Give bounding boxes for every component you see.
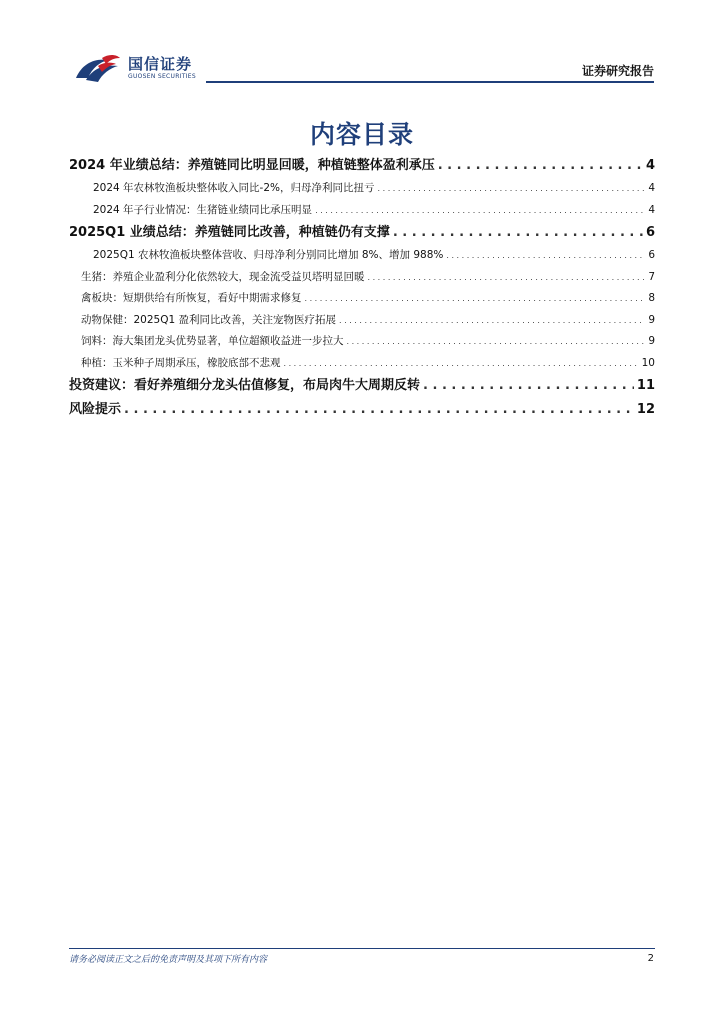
- brand-name-cn: 国信证券: [128, 54, 193, 73]
- toc-entry-title: 生猪：养殖企业盈利分化依然较大，现金流受益贝塔明显回暖: [81, 270, 365, 283]
- report-type-label: 证券研究报告: [581, 64, 654, 78]
- page-number: 2: [647, 953, 654, 964]
- toc-entry-title: 2024 年业绩总结：养殖链同比明显回暖，种植链整体盈利承压: [69, 158, 435, 173]
- toc-entry-page: 4: [645, 158, 655, 173]
- toc-entry-level1[interactable]: [69, 398, 655, 422]
- toc-leader-dots: [393, 221, 643, 245]
- toc-entry-title: 风险提示: [69, 402, 122, 417]
- toc-leader-dots: [368, 267, 646, 289]
- toc-entry-page: 12: [636, 402, 655, 417]
- toc-entry-page: 7: [648, 270, 655, 283]
- brand-name-en: GUOSEN SECURITIES: [128, 72, 197, 80]
- toc-entry-title: 动物保健：2025Q1 盈利同比改善，关注宠物医疗拓展: [81, 313, 337, 326]
- toc-leader-dots: [305, 288, 646, 310]
- toc-entry-level2[interactable]: [69, 331, 655, 353]
- toc-entry-level2[interactable]: [69, 267, 655, 289]
- toc-leader-dots: [423, 374, 634, 398]
- toc-leader-dots: [284, 353, 639, 375]
- guosen-logo: [72, 52, 196, 84]
- toc-entry-level1[interactable]: [69, 374, 655, 398]
- toc-leader-dots: [124, 398, 634, 422]
- toc-leader-dots: [347, 331, 646, 353]
- toc-entry-title: 投资建议：看好养殖细分龙头估值修复，布局肉牛大周期反转: [69, 378, 421, 393]
- toc-entry-level2[interactable]: [69, 245, 655, 267]
- toc-entry-level2[interactable]: [69, 200, 655, 222]
- table-of-contents: [69, 154, 655, 422]
- toc-entry-page: 4: [648, 182, 655, 194]
- toc-entry-page: 4: [648, 203, 655, 216]
- toc-entry-level1[interactable]: [69, 154, 655, 178]
- toc-entry-page: 6: [645, 225, 655, 240]
- toc-entry-page: 9: [648, 313, 655, 326]
- toc-title: 内容目录: [309, 120, 414, 149]
- header-divider: [206, 81, 654, 83]
- toc-entry-title: 种植：玉米种子周期承压，橡胶底部不悲观: [81, 356, 281, 369]
- toc-leader-dots: [378, 178, 646, 200]
- disclaimer-note: 请务必阅读正文之后的免责声明及其项下所有内容: [69, 955, 268, 965]
- toc-entry-title: 禽板块：短期供给有所恢复，看好中期需求修复: [81, 292, 302, 304]
- toc-entry-page: 8: [648, 292, 655, 304]
- footer-divider: [69, 948, 655, 949]
- toc-entry-title: 2024 年子行业情况：生猪链业绩同比承压明显: [93, 203, 313, 216]
- toc-entry-level2[interactable]: [69, 310, 655, 332]
- toc-entry-title: 2025Q1 农林牧渔板块整体营收、归母净利分别同比增加 8%、增加 988%: [93, 249, 444, 261]
- page-header: [0, 0, 724, 90]
- toc-entry-page: 6: [648, 249, 655, 261]
- toc-leader-dots: [438, 154, 643, 178]
- toc-entry-title: 饲料：海大集团龙头优势显著，单位超额收益进一步拉大: [81, 335, 344, 347]
- toc-entry-level2[interactable]: [69, 178, 655, 200]
- toc-entry-page: 9: [648, 335, 655, 347]
- guosen-logo-icon: [72, 52, 124, 84]
- toc-entry-title: 2024 年农林牧渔板块整体收入同比-2%，归母净利同比扭亏: [93, 182, 375, 194]
- toc-leader-dots: [446, 245, 645, 267]
- toc-leader-dots: [315, 200, 645, 222]
- toc-leader-dots: [339, 310, 645, 332]
- toc-entry-title: 2025Q1 业绩总结：养殖链同比改善，种植链仍有支撑: [69, 225, 390, 240]
- toc-entry-level2[interactable]: [69, 288, 655, 310]
- toc-entry-level2[interactable]: [69, 353, 655, 375]
- toc-entry-page: 10: [641, 356, 655, 369]
- toc-entry-page: 11: [636, 378, 655, 393]
- toc-entry-level1[interactable]: [69, 221, 655, 245]
